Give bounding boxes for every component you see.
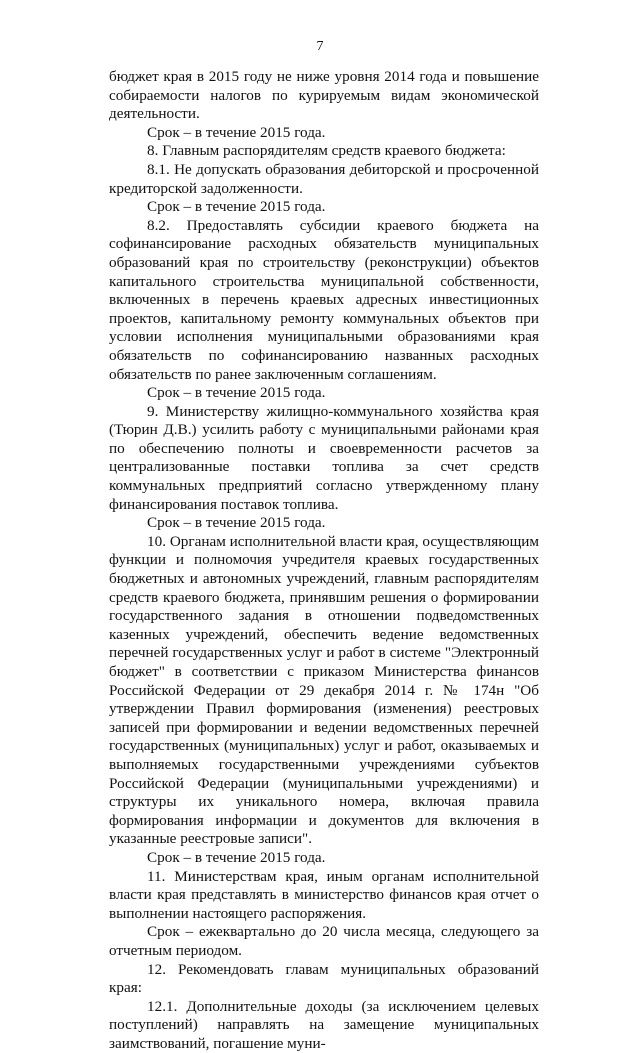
paragraph: 12. Рекомендовать главам муниципальных образований края: <box>109 960 539 997</box>
paragraph: Срок – в течение 2015 года. <box>147 514 326 532</box>
paragraph: бюджет края в 2015 году не ниже уровня 2014 года и повышение собираемости налогов по курируемым видам экономической деятельности. <box>109 68 539 123</box>
paragraph: 8.1. Не допускать образования дебиторской и просроченной кредиторской задолженности. <box>109 160 539 197</box>
paragraph: 9. Министерству жилищно-коммунального хозяйства края (Тюрин Д.В.) усилить работу с муниципальными районами края по обеспечению полноты и своевременности расчетов за централизованные поставки топлива за счет средств коммунальных предприятий согласно утвержденному плану финансирования поставок топлива. <box>109 402 539 513</box>
paragraph: Срок – в течение 2015 года. <box>147 123 326 141</box>
paragraph: Срок – в течение 2015 года. <box>147 198 326 216</box>
page-number: 7 <box>316 39 324 54</box>
paragraph: Срок – в течение 2015 года. <box>147 848 326 866</box>
paragraph: Срок – ежеквартально до 20 числа месяца, следующего за отчетным периодом. <box>109 923 539 959</box>
paragraph: 10. Органам исполнительной власти края, осуществляющим функции и полномочия учредителя краевых государственных бюджетных и автономных учреждений, главным распорядителям средств краевого бюджета, принявшим решения о формировании государственного задания в отношении подведомственных казенных учреждений, обеспечить ведение ведомственных перечней государственных услуг и работ в системе "Электронный бюджет" в соответствии с приказом Министерства финансов Российской Федерации от 29 декабря 2014 г. № 174н "Об утверждении Правил формирования (изменения) реестровых записей при формировании и ведении ведомственных перечней государственных (муниципальных) услуг и работ, оказываемых и выполняемых государственными учреждениями субъектов Российской Федерации (муниципальными учреждениями) и структуры их уникального номера, включая правила формирования информации и документов для включения в указанные реестровые записи". <box>109 532 539 848</box>
paragraph: 12.1. Дополнительные доходы (за исключением целевых поступлений) направлять на замещение муниципальных заимствований, погашение муни- <box>109 997 539 1052</box>
document-body <box>109 68 539 1053</box>
paragraph: 8.2. Предоставлять субсидии краевого бюджета на софинансирование расходных обязательств муниципальных образований края по строительству (реконструкции) объектов капитального строительства муниципальной собственности, включенных в перечень краевых адресных инвестиционных проектов, капитальному ремонту коммунальных объектов при условии исполнения муниципальными образованиями края обязательств по софинансированию названных расходных обязательств по ранее заключенным соглашениям. <box>109 216 539 383</box>
paragraph: Срок – в течение 2015 года. <box>147 384 326 402</box>
paragraph: 11. Министерствам края, иным органам исполнительной власти края представлять в министерство финансов края отчет о выполнении настоящего распоряжения. <box>109 867 539 922</box>
paragraph: 8. Главным распорядителям средств краевого бюджета: <box>147 142 506 160</box>
